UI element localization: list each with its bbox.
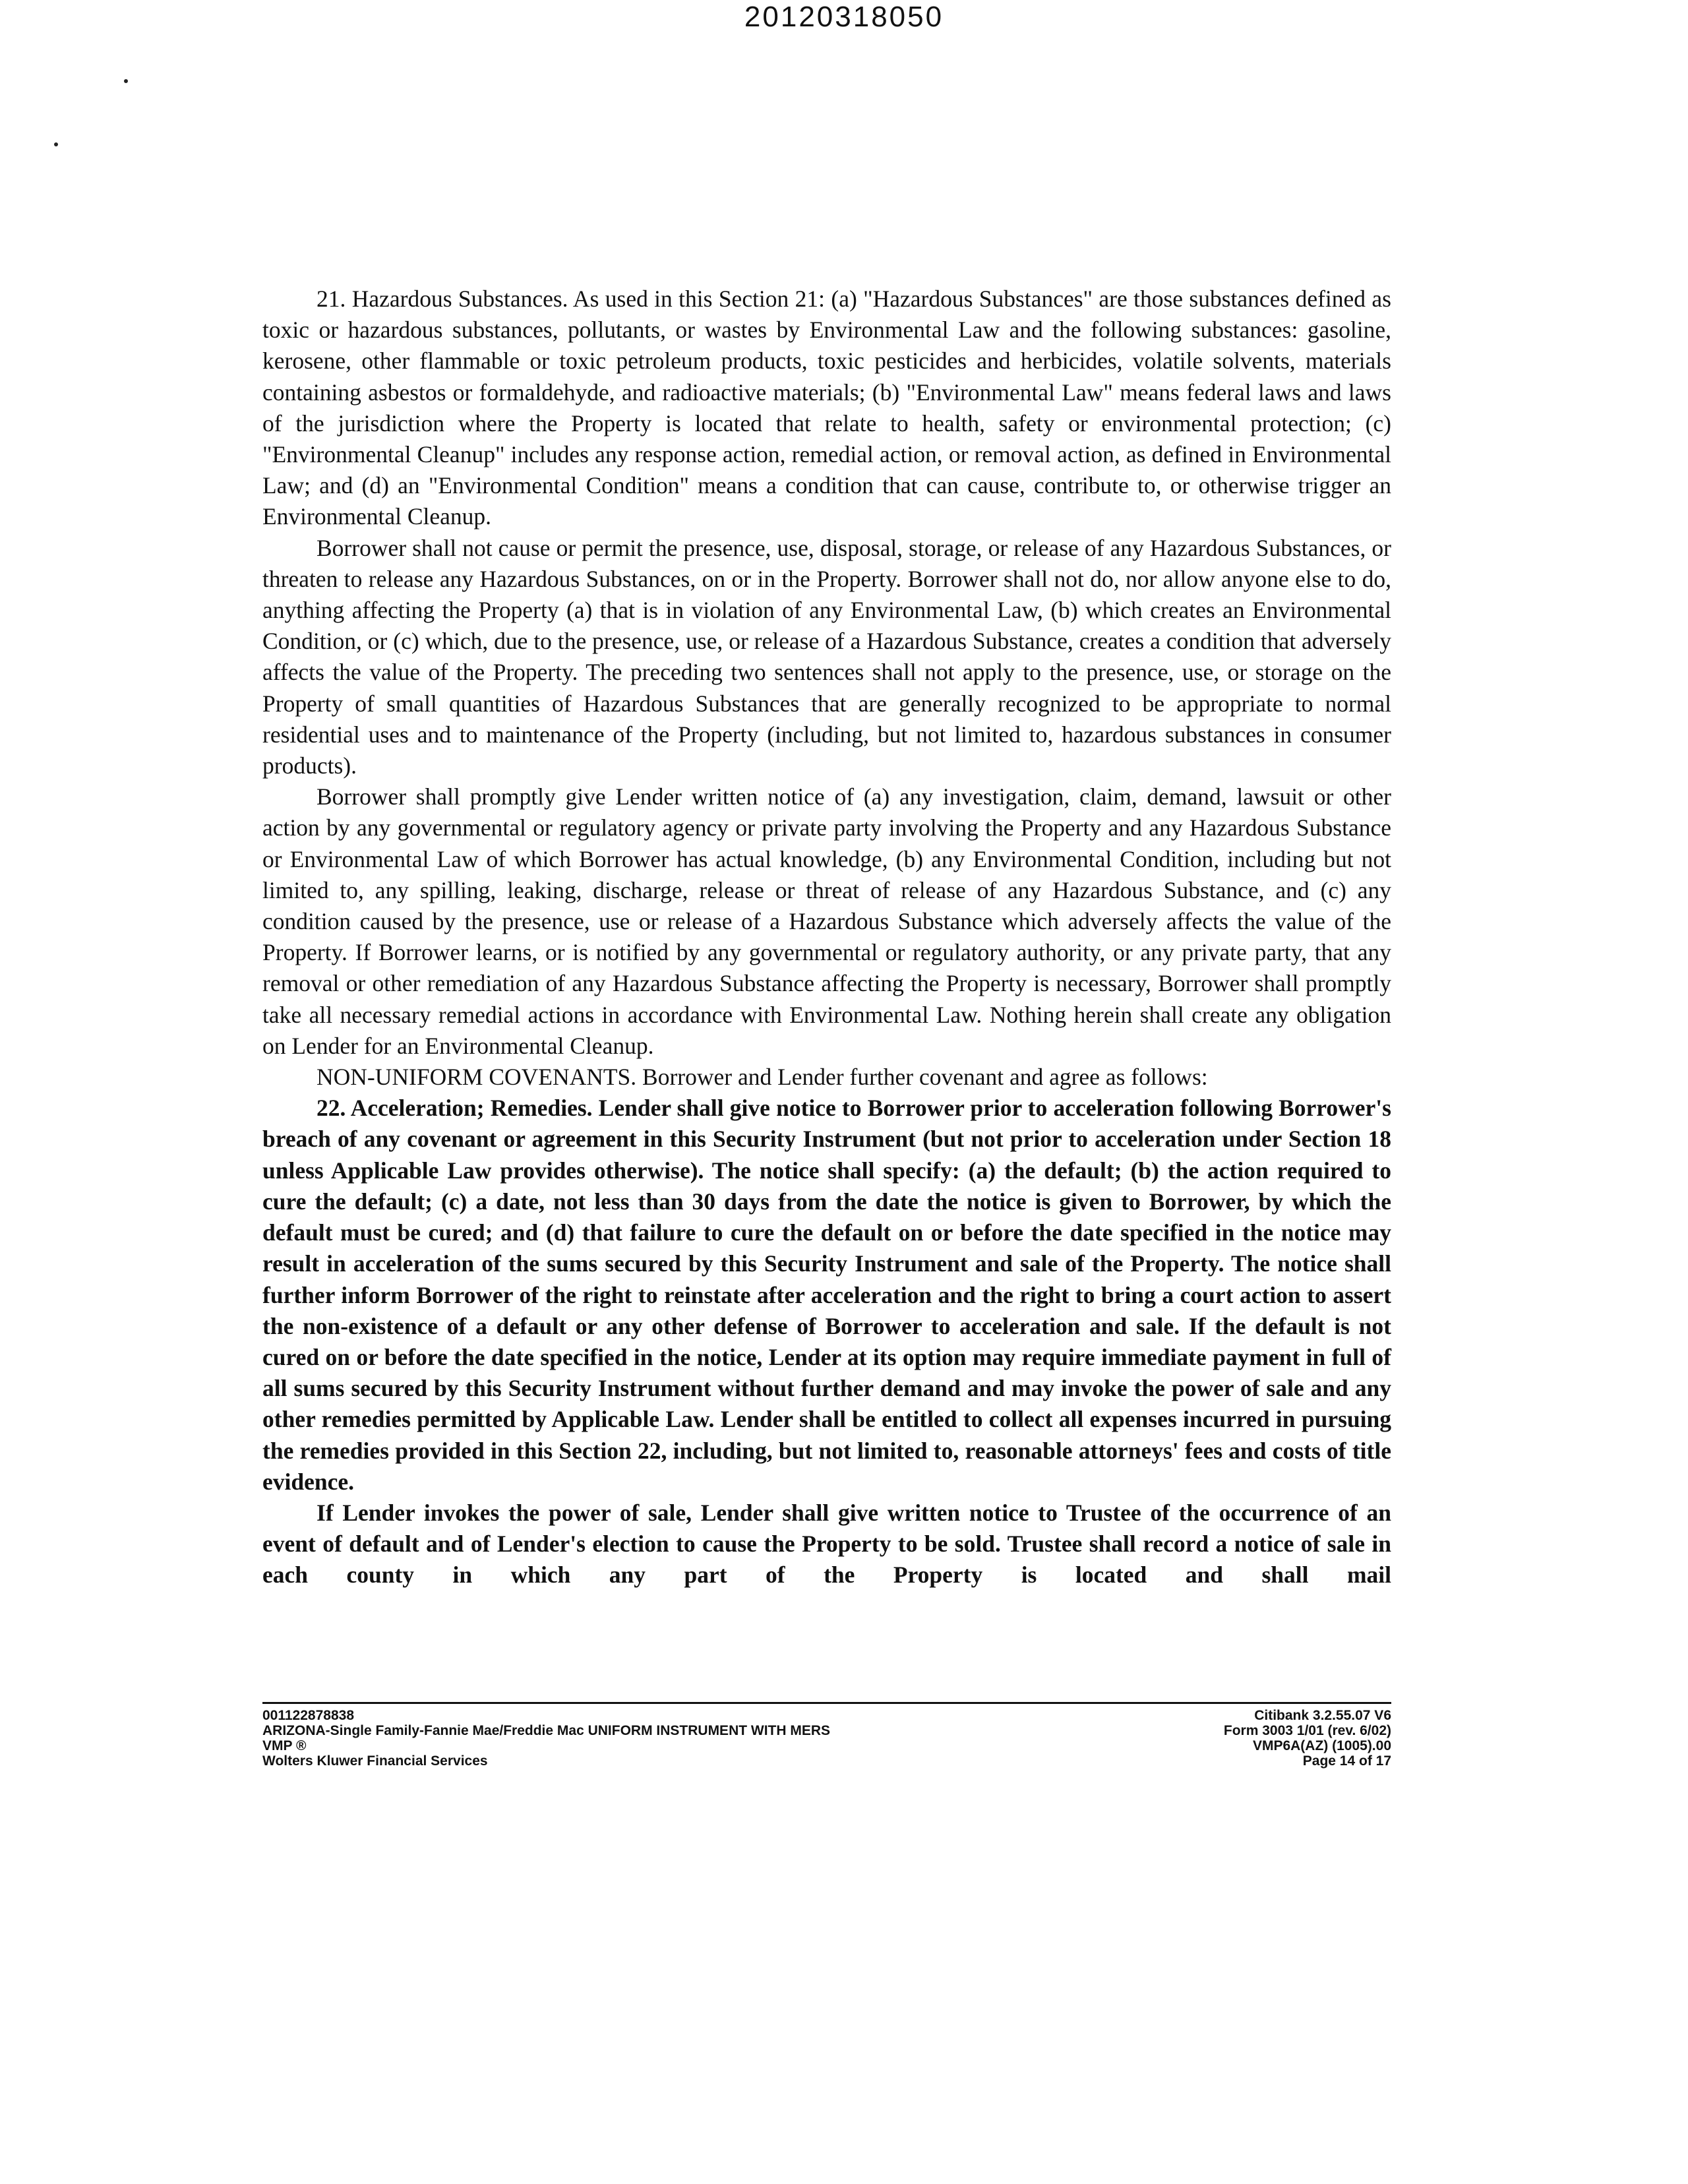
footer-right [1121,1708,1391,1769]
vmp-mark: VMP ® [262,1738,307,1753]
form-code: VMP6A(AZ) (1005).00 [1252,1738,1391,1753]
form-number: Form 3003 1/01 (rev. 6/02) [1223,1723,1391,1738]
section-22-paragraph-2: If Lender invokes the power of sale, Lender shall give written notice to Trustee of the occurrence of an event of default and of Lender's election to cause the Property to be sold. Trustee shall record a notice of sale in each county in which any part of the Property is located and shall mail [262,1499,1391,1589]
section-21-paragraph-1 [262,284,1391,533]
non-uniform-covenants: NON-UNIFORM COVENANTS. Borrower and Lender further covenant and agree as follows: [316,1064,1208,1091]
footer-left [262,1708,988,1769]
lender-version: Citibank 3.2.55.07 V6 [1254,1708,1391,1723]
section-22-paragraph-1 [262,1093,1391,1498]
section-21-text-1: As used in this Section 21: (a) "Hazardous Substances" are those substances defined as toxic or hazardous substances, pollutants, or wastes by Environmental Law and the following substances: gasoline, kerosene, other flammable or toxic petroleum products, toxic pesticides and herbicides, volatile solvents, materials containing asbestos or formaldehyde, and radioactive materials; (b) "Environmental Law" means federal laws and laws of the jurisdiction where the Property is located that relate to health, safety or environmental protection; (c) "Environmental Cleanup" includes any response action, remedial action, or removal action, as defined in Environmental Law; and (d) an "Environmental Condition" means a condition that can cause, contribute to, or otherwise trigger an Environmental Cleanup. [262,286,1391,530]
section-22-text-1: Lender shall give notice to Borrower prior to acceleration following Borrower's breach of any covenant or agreement in this Security Instrument (but not prior to acceleration under Section 18 unless Applicable Law provides otherwise). The notice shall specify: (a) the default; (b) the action required to cure the default; (c) a date, not less than 30 days from the date the notice is given to Borrower, by which the default must be cured; and (d) that failure to cure the default on or before the date specified in the notice may result in acceleration of the sums secured by this Security Instrument and sale of the Property. The notice shall further inform Borrower of the right to reinstate after acceleration and the right to bring a court action to assert the non-existence of a default or any other defense of Borrower to acceleration and sale. If the default is not cured on or before the date specified in the notice, Lender at its option may require immediate payment in full of all sums secured by this Security Instrument without further demand and may invoke the power of sale and any other remedies permitted by Applicable Law. Lender shall be entitled to collect all expenses incurred in pursuing the remedies provided in this Section 22, including, but not limited to, reasonable attorneys' fees and costs of title evidence. [262,1095,1391,1495]
recording-number: 20120318050 [744,1,944,33]
section-22-heading: 22. Acceleration; Remedies. [316,1095,593,1122]
publisher: Wolters Kluwer Financial Services [262,1753,488,1769]
scan-mark [54,142,58,146]
footer-divider [262,1702,1391,1704]
scan-mark [124,79,128,83]
instrument-title: ARIZONA-Single Family-Fannie Mae/Freddie Mac UNIFORM INSTRUMENT WITH MERS [262,1723,831,1738]
document-body [262,284,1391,1591]
section-21-paragraph-2: Borrower shall not cause or permit the presence, use, disposal, storage, or release of any Hazardous Substances, or threaten to release any Hazardous Substances, on or in the Property. Borrower shall not do, nor allow anyone else to do, anything affecting the Property (a) that is in violation of any Environmental Law, (b) which creates an Environmental Condition, or (c) which, due to the presence, use, or release of a Hazardous Substance, creates a condition that adversely affects the value of the Property. The preceding two sentences shall not apply to the presence, use, or storage on the Property of small quantities of Hazardous Substances that are generally recognized to be appropriate to normal residential uses and to maintenance of the Property (including, but not limited to, hazardous substances in consumer products). [262,534,1391,779]
page-number: Page 14 of 17 [1302,1753,1391,1769]
loan-number: 001122878838 [262,1708,354,1723]
section-21-heading: 21. Hazardous Substances. [316,286,568,312]
section-21-paragraph-3: Borrower shall promptly give Lender written notice of (a) any investigation, claim, demand, lawsuit or other action by any governmental or regulatory agency or private party involving the Property and any Hazardous Substance or Environmental Law of which Borrower has actual knowledge, (b) any Environmental Condition, including but not limited to, any spilling, leaking, discharge, release or threat of release of any Hazardous Substance, and (c) any condition caused by the presence, use or release of a Hazardous Substance which adversely affects the value of the Property. If Borrower learns, or is notified by any governmental or regulatory authority, or any private party, that any removal or other remediation of any Hazardous Substance affecting the Property is necessary, Borrower shall promptly take all necessary remedial actions in accordance with Environmental Law. Nothing herein shall create any obligation on Lender for an Environmental Cleanup. [262,783,1391,1059]
